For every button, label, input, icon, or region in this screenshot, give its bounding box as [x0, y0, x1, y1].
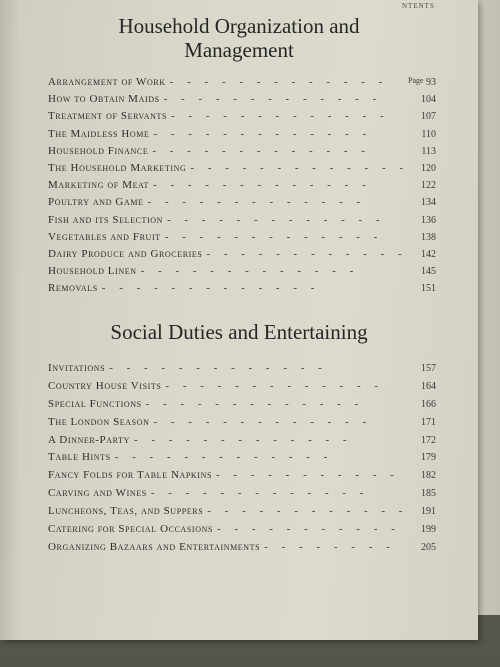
toc-entry-page: 110	[421, 128, 436, 140]
toc-entry	[48, 360, 436, 378]
toc-entry-page: 145	[421, 266, 436, 278]
dot-leader	[152, 143, 404, 160]
toc-entry-title: Household Finance	[48, 144, 149, 157]
toc-entry-title: The Maidless Home	[48, 127, 150, 140]
toc-entry-title: Arrangement of Work	[48, 76, 166, 88]
toc-entry-page: 171	[421, 416, 436, 428]
toc-entry-page: 122	[421, 180, 436, 192]
dot-leader	[153, 177, 404, 194]
dot-leader	[167, 212, 404, 229]
toc-entry	[48, 212, 436, 229]
toc-entry-title: The Household Marketing	[48, 161, 187, 174]
dot-leader	[153, 414, 404, 432]
toc-entry-page: 172	[421, 434, 436, 446]
toc-entry	[48, 485, 436, 503]
toc-entry-page: 164	[421, 380, 436, 392]
toc-entry-title: Special Functions	[48, 397, 142, 410]
page-column-label: Page	[408, 76, 424, 85]
toc-entry-page: 185	[421, 488, 436, 500]
toc-entry-title: Table Hints	[48, 451, 111, 464]
dot-leader	[148, 194, 404, 211]
toc-entry-page: 120	[421, 162, 436, 174]
toc-entry	[48, 467, 436, 485]
toc-entry	[48, 246, 436, 263]
dot-leader	[134, 432, 404, 450]
toc-entry	[48, 74, 436, 91]
toc-entry-page: 191	[421, 506, 436, 518]
toc-entry-title: Invitations	[48, 362, 106, 374]
toc-entry-title: Vegetables and Fruit	[48, 230, 161, 243]
toc-entry	[48, 263, 436, 280]
toc-entry-page: 205	[421, 541, 436, 553]
dot-leader	[190, 160, 404, 177]
dot-leader	[207, 503, 404, 521]
toc-entry-page: 157	[421, 363, 436, 374]
toc-entry	[48, 143, 436, 160]
toc-entry-page: 107	[421, 111, 436, 123]
toc-entry-page: 93	[426, 77, 436, 88]
dot-leader	[115, 449, 404, 467]
toc-entry-page: 199	[421, 524, 436, 536]
toc-entry-title: Catering for Special Occasions	[48, 523, 213, 536]
toc-entry-title: Organizing Bazaars and Entertainments	[48, 540, 261, 553]
dot-leader	[217, 521, 404, 539]
toc-entry-title: Luncheons, Teas, and Suppers	[48, 505, 204, 518]
toc-entry-page: 142	[421, 248, 436, 260]
toc-entry	[48, 503, 436, 521]
toc-entry	[48, 280, 436, 297]
toc-entry	[48, 378, 436, 396]
dot-leader	[165, 229, 404, 246]
dot-leader	[164, 91, 404, 108]
toc-entry-page: 136	[421, 214, 436, 226]
dot-leader	[141, 263, 404, 280]
toc-entry-title: Marketing of Meat	[48, 179, 150, 192]
dot-leader	[146, 396, 404, 414]
toc-entry-title: Dairy Produce and Groceries	[48, 247, 203, 260]
toc-entry	[48, 539, 436, 557]
toc-entry	[48, 194, 436, 211]
section-title-line-2: Management	[184, 38, 294, 62]
toc-entry	[48, 126, 436, 143]
toc-entry-title: Carving and Wines	[48, 487, 147, 500]
toc-entry-page: 113	[421, 145, 436, 157]
toc-entry	[48, 449, 436, 467]
toc-entry	[48, 396, 436, 414]
toc-entry-page: 166	[421, 398, 436, 410]
toc-entry-page: 182	[421, 470, 436, 482]
toc-entry	[48, 414, 436, 432]
dot-leader	[165, 378, 404, 396]
toc-entry-page: 179	[421, 452, 436, 464]
toc-list-household	[48, 74, 436, 297]
toc-entry	[48, 521, 436, 539]
toc-list-social	[48, 360, 436, 557]
toc-entry-page: 104	[421, 94, 436, 106]
toc-entry-title: How to Obtain Maids	[48, 93, 160, 106]
toc-entry-page: 151	[421, 283, 436, 295]
dot-leader	[151, 485, 404, 503]
toc-entry-title: Country House Visits	[48, 379, 162, 392]
toc-entry	[48, 229, 436, 246]
toc-entry-title: Removals	[48, 282, 98, 295]
section-title-household	[0, 14, 478, 62]
toc-entry-title: Fish and its Selection	[48, 213, 164, 226]
toc-entry-title: Treatment of Servants	[48, 110, 168, 123]
dot-leader	[264, 539, 404, 557]
toc-entry-title: Poultry and Game	[48, 196, 144, 209]
toc-entry	[48, 177, 436, 194]
dot-leader	[206, 246, 404, 263]
running-head: ntents	[402, 0, 435, 11]
toc-entry-page: 138	[421, 231, 436, 243]
toc-entry-title: The London Season	[48, 415, 150, 428]
dot-leader	[109, 360, 404, 378]
toc-entry	[48, 160, 436, 177]
toc-entry	[48, 108, 436, 125]
toc-entry-page: 134	[421, 197, 436, 209]
dot-leader	[153, 126, 404, 143]
toc-entry-title: Household Linen	[48, 265, 137, 278]
dot-leader	[216, 467, 404, 485]
dot-leader	[102, 280, 404, 297]
toc-entry	[48, 91, 436, 108]
section-title-social: Social Duties and Entertaining	[110, 320, 368, 344]
dot-leader	[171, 108, 404, 125]
toc-entry	[48, 432, 436, 450]
toc-entry-title: Fancy Folds for Table Napkins	[48, 469, 213, 482]
dot-leader	[170, 74, 404, 91]
toc-entry-title: A Dinner-Party	[48, 433, 130, 446]
section-title-line-1: Household Organization and	[118, 14, 360, 38]
